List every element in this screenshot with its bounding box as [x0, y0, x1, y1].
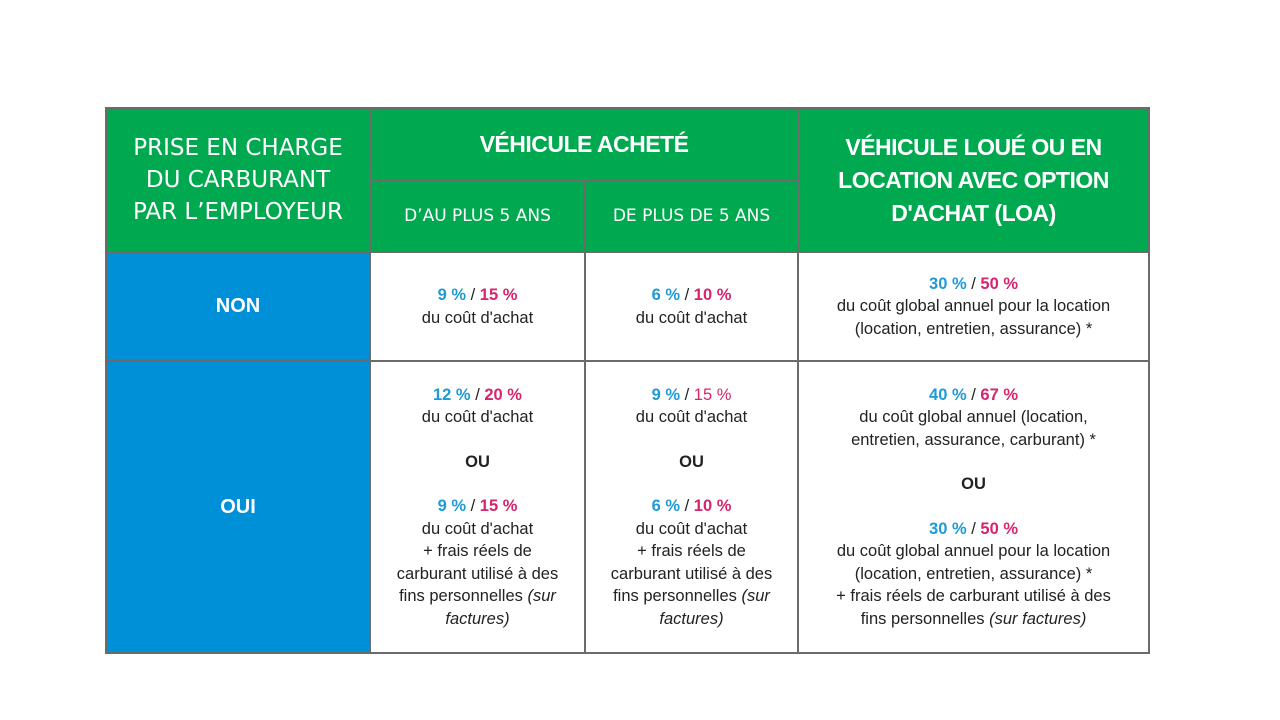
rate-high: 15 %: [693, 385, 732, 404]
cell-oui-young: [370, 361, 585, 653]
table-row-non: [106, 252, 1149, 361]
rate-low: 6 %: [651, 497, 681, 516]
rate-separator: /: [470, 385, 485, 404]
or-separator: OU: [465, 452, 490, 471]
cell-non-rented: [798, 252, 1149, 361]
cell-text: fins personnelles: [613, 587, 737, 606]
header-rented-line: LOCATION AVEC OPTION: [838, 166, 1109, 193]
header-rented-line: D'ACHAT (LOA): [891, 199, 1056, 226]
rate-separator: /: [966, 519, 981, 538]
cell-text: (location, entretien, assurance) *: [854, 319, 1093, 338]
cell-text: du coût d'achat: [635, 308, 748, 327]
cell-text: du coût global annuel pour la location: [836, 297, 1111, 316]
rate-high: 10 %: [693, 286, 732, 304]
table-row-oui: [106, 361, 1149, 653]
cell-text: + frais réels de: [423, 542, 532, 561]
rate-low: 9 %: [651, 385, 681, 404]
rate-high: 67 %: [980, 385, 1018, 404]
cell-text: carburant utilisé à des: [396, 564, 559, 583]
cell-text: du coût d'achat: [421, 408, 534, 427]
rate-separator: /: [966, 274, 981, 293]
or-separator: OU: [679, 452, 704, 471]
rate-separator: /: [680, 497, 694, 516]
or-separator: OU: [961, 475, 986, 494]
header-rented-vehicle: [798, 108, 1149, 252]
rate-separator: /: [466, 497, 480, 516]
rate-low: 30 %: [929, 519, 967, 538]
cell-text: + frais réels de: [637, 542, 746, 561]
cell-text: fins personnelles: [860, 609, 985, 628]
rate-high: 50 %: [980, 519, 1018, 538]
row-label-oui: OUI: [106, 361, 370, 653]
benefit-rates-table: [105, 107, 1150, 654]
cell-oui-old: [585, 361, 798, 653]
header-bought-vehicle: VÉHICULE ACHETÉ: [370, 108, 798, 180]
rate-high: 15 %: [479, 286, 518, 304]
cell-text: du coût d'achat: [421, 519, 534, 538]
cell-text: + frais réels de carburant utilisé à des: [836, 587, 1111, 606]
header-fuel-coverage-line: DU CARBURANT: [145, 167, 331, 193]
rate-separator: /: [466, 286, 480, 304]
cell-text: fins personnelles: [399, 587, 523, 606]
cell-text: du coût global annuel pour la location: [836, 542, 1111, 561]
rate-low: 9 %: [437, 497, 467, 516]
cell-italic-note: (sur: [527, 587, 556, 606]
rate-separator: /: [680, 286, 694, 304]
rate-high: 20 %: [484, 385, 522, 404]
cell-italic-note: (sur: [741, 587, 770, 606]
cell-text: carburant utilisé à des: [610, 564, 773, 583]
header-fuel-coverage-line: PRISE EN CHARGE: [133, 135, 343, 161]
rate-low: 9 %: [437, 286, 467, 304]
rate-low: 6 %: [651, 286, 681, 304]
rate-high: 15 %: [479, 497, 518, 516]
cell-text: (location, entretien, assurance) *: [854, 564, 1093, 583]
rate-low: 40 %: [929, 385, 967, 404]
cell-text: du coût d'achat: [635, 519, 748, 538]
cell-italic-note: factures): [445, 609, 510, 628]
cell-text: du coût global annuel (location,: [859, 408, 1088, 427]
rate-separator: /: [680, 385, 694, 404]
cell-italic-note: (sur factures): [989, 609, 1087, 628]
cell-italic-note: factures): [659, 609, 724, 628]
cell-text: du coût d'achat: [421, 308, 534, 327]
header-fuel-coverage: [106, 108, 370, 252]
cell-non-young: [370, 252, 585, 361]
cell-oui-rented: [798, 361, 1149, 653]
header-bought-old: DE PLUS DE 5 ANS: [585, 180, 798, 252]
rate-separator: /: [966, 385, 981, 404]
rate-low: 30 %: [929, 274, 967, 293]
header-fuel-coverage-line: PAR L’EMPLOYEUR: [132, 199, 344, 225]
row-label-non: NON: [106, 252, 370, 361]
cell-text: du coût d'achat: [635, 408, 748, 427]
cell-non-old: [585, 252, 798, 361]
cell-text: entretien, assurance, carburant) *: [851, 430, 1096, 449]
rate-high: 10 %: [693, 497, 732, 516]
rate-high: 50 %: [980, 274, 1018, 293]
header-rented-line: VÉHICULE LOUÉ OU EN: [845, 133, 1102, 160]
header-bought-young: D’AU PLUS 5 ANS: [370, 180, 585, 252]
rate-low: 12 %: [433, 385, 471, 404]
